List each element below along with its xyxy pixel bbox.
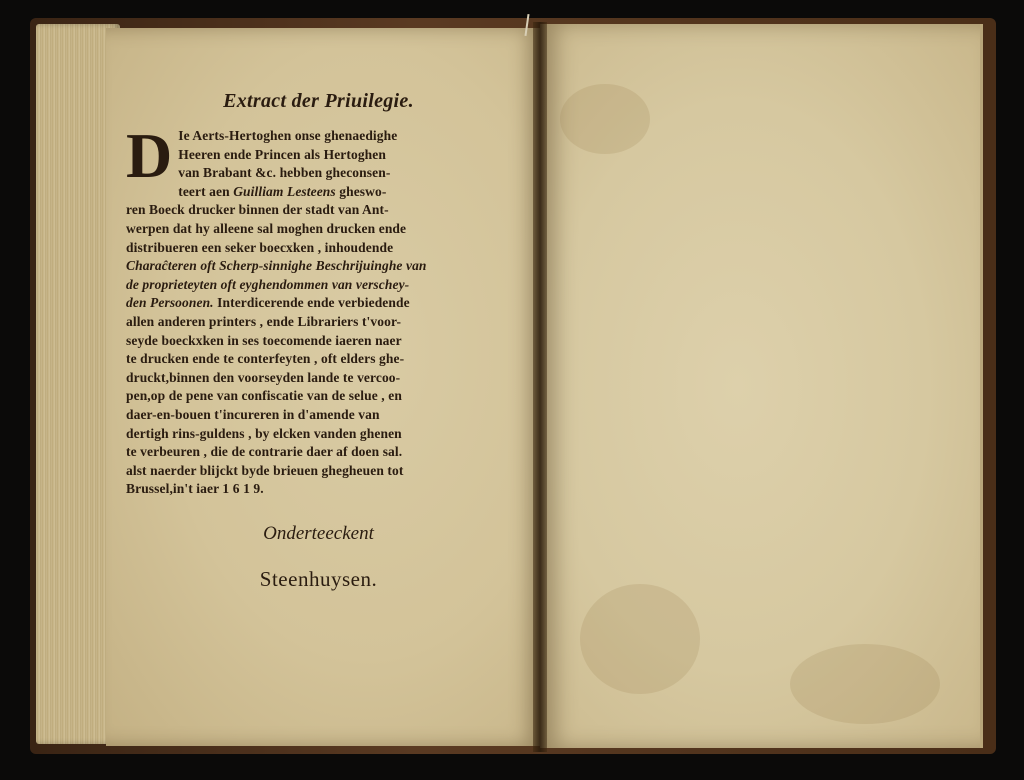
right-page: [540, 24, 983, 748]
body-line: druckt,binnen den voorseyden lande te vercoo-: [126, 369, 401, 385]
privilege-text-block: [126, 90, 511, 592]
body-line: te drucken ende te conterfeyten , oft elders ghe-: [126, 351, 405, 367]
body-line: alst naerder blijckt byde brieuen ghegheuen tot: [126, 462, 404, 478]
body-line: allen anderen printers , ende Librariers t'voor-: [126, 313, 402, 329]
book-gutter: [533, 22, 547, 752]
body-line: teert aen Guilliam Lesteens gheswo-: [178, 183, 387, 199]
body-line: de proprieteyten oft eyghendommen van verschey-: [126, 276, 410, 292]
body-line: seyde boeckxken in ses toecomende iaeren naer: [126, 332, 402, 348]
signer-name: Steenhuysen.: [259, 566, 378, 591]
body-line: daer-en-bouen t'incureren in d'amende van: [126, 406, 380, 422]
body-line: van Brabant &c. hebben gheconsen-: [178, 165, 391, 181]
privilege-body: [126, 120, 511, 499]
page-heading: Extract der Priuilegie.: [223, 90, 414, 112]
body-line: Heeren ende Princen als Hertoghen: [178, 146, 386, 162]
drop-cap: D: [126, 120, 173, 191]
body-line: Ie Aerts-Hertoghen onse ghenaedighe: [178, 128, 398, 143]
body-line: Brussel,in't iaer 1 6 1 9.: [126, 481, 264, 497]
body-line: dertigh rins-guldens , by elcken vanden ghenen: [126, 425, 402, 441]
signed-label: Onderteeckent: [263, 522, 374, 544]
body-line: distribueren een seker boecxken , inhoudende: [126, 239, 394, 255]
body-line: werpen dat hy alleene sal moghen drucken ende: [126, 220, 407, 236]
body-line: Charaĉteren oft Scherp-sinnighe Beschrijuinghe van: [126, 258, 427, 274]
body-line: te verbeuren , die de contrarie daer af doen sal.: [126, 444, 403, 460]
body-line: pen,op de pene van confiscatie van de selue , en: [126, 388, 402, 404]
body-line: ren Boeck drucker binnen der stadt van Ant-: [126, 202, 389, 218]
body-line: den Persoonen. Interdicerende ende verbiedende: [126, 295, 410, 311]
